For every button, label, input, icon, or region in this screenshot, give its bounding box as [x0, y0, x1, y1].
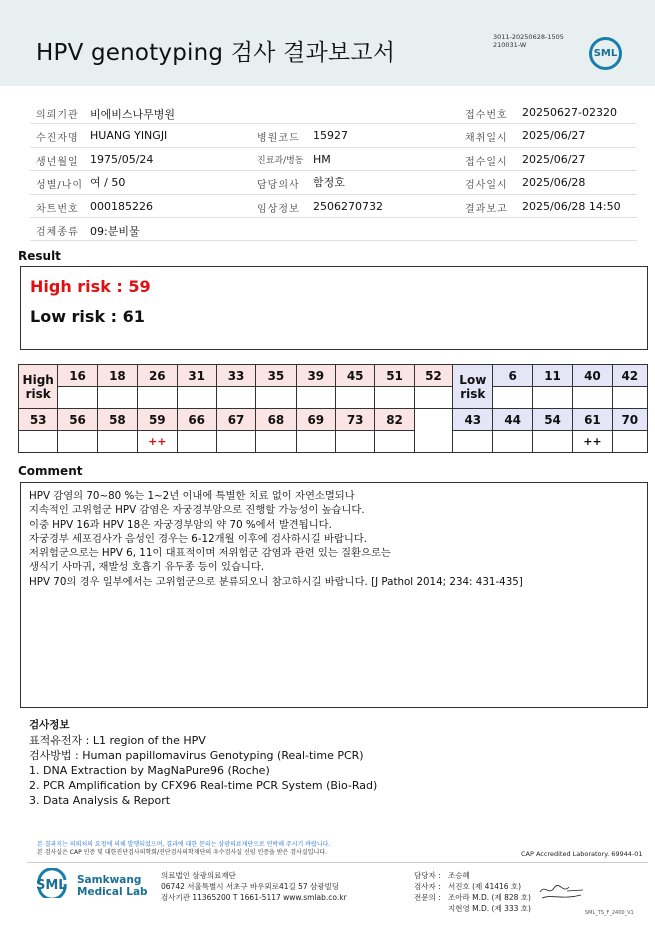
info-value: HUANG YINGJI	[90, 129, 168, 143]
result-heading: Result	[18, 249, 61, 263]
genotype-cell: 67	[216, 409, 255, 431]
report-header	[0, 0, 655, 86]
result-cell	[19, 431, 58, 453]
info-label: 검체종류	[36, 226, 79, 238]
result-cell	[493, 387, 532, 409]
result-cell	[612, 387, 647, 409]
result-cell	[256, 431, 296, 453]
high-risk-label	[19, 365, 58, 409]
info-label: 성별/나이	[36, 180, 84, 192]
genotype-result-row	[19, 387, 648, 409]
genotype-cell: 43	[453, 409, 493, 431]
genotype-cell: 73	[336, 409, 375, 431]
info-value: HM	[313, 152, 331, 166]
genotype-cell: 53	[19, 409, 58, 431]
genotype-cell: 54	[532, 409, 572, 431]
patient-info-table	[30, 101, 637, 241]
info-label: 생년월일	[36, 156, 79, 168]
result-cell	[296, 431, 335, 453]
genotype-cell: 31	[177, 365, 216, 387]
lab-address	[161, 870, 347, 903]
result-cell	[138, 387, 177, 409]
comment-line: 지속적인 고위험군 HPV 감염은 자궁경부암으로 진행할 가능성이 높습니다.	[29, 504, 365, 517]
report-title: HPV genotyping 검사 결과보고서	[36, 40, 396, 66]
genotype-cell: 40	[573, 365, 612, 387]
label-line: High	[22, 372, 54, 387]
info-label: 채취일시	[465, 133, 508, 145]
result-cell	[216, 387, 255, 409]
footer-notes	[37, 841, 330, 857]
info-row	[30, 148, 637, 171]
label-line: Low	[459, 372, 487, 387]
info-label: 담당의사	[257, 180, 300, 192]
info-value: 1975/05/24	[90, 152, 154, 166]
genotype-cell: 58	[97, 409, 137, 431]
info-label: 검사일시	[465, 180, 508, 192]
info-value: 2025/06/28 14:50	[522, 199, 621, 213]
address-line: 검사기관 11365200 T 1661-5117 www.smlab.co.kr	[161, 893, 347, 902]
staff-name: 서진호 (제 41416 호)	[448, 882, 522, 891]
sml-logo: SML	[589, 37, 622, 70]
genotype-cell: 6	[493, 365, 532, 387]
genotype-cell: 42	[612, 365, 647, 387]
info-value: 000185226	[90, 199, 153, 213]
result-cell	[58, 431, 97, 453]
cap-accreditation: CAP Accredited Laboratory. 69944-01	[521, 850, 643, 858]
staff-role: 담당자 :	[414, 871, 441, 880]
staff-name: 조승혜	[448, 871, 470, 880]
genotype-cell: 68	[256, 409, 296, 431]
genotype-cell: 39	[296, 365, 335, 387]
result-cell	[336, 387, 375, 409]
lab-name-line: Samkwang	[77, 874, 142, 886]
genotype-cell: 45	[336, 365, 375, 387]
info-label: 임상정보	[257, 203, 300, 215]
genotype-cell: 52	[414, 365, 452, 387]
genotype-cell: 51	[375, 365, 414, 387]
result-cell	[375, 431, 414, 453]
high-risk-result: High risk : 59	[30, 277, 151, 296]
result-box	[20, 266, 648, 350]
info-value: 여 / 50	[90, 176, 126, 190]
info-value: 2506270732	[313, 199, 383, 213]
genotype-row	[19, 365, 648, 387]
footer-divider	[27, 862, 648, 863]
info-value: 2025/06/27	[522, 152, 586, 166]
result-cell	[97, 431, 137, 453]
comment-line: 자궁경부 세포검사가 음성인 경우는 6-12개월 이후에 검사하시길 바랍니다.	[29, 532, 368, 545]
info-value: 함정호	[313, 176, 345, 190]
genotype-cell: 66	[177, 409, 216, 431]
empty-cell	[414, 409, 452, 453]
test-info-line: 3. Data Analysis & Report	[29, 794, 171, 807]
form-code: SML_TS_F_2400_V1	[585, 910, 634, 916]
positive-mark-61: ++	[573, 431, 612, 453]
staff-role: 전문의 :	[414, 893, 441, 902]
comment-line: 이중 HPV 16과 HPV 18은 자궁경부암의 약 70 %에서 발견됩니다.	[29, 518, 332, 531]
result-cell	[177, 387, 216, 409]
footer-logo-text: SML	[36, 878, 67, 893]
genotype-cell: 70	[612, 409, 647, 431]
info-row	[30, 218, 637, 241]
low-risk-label	[453, 365, 493, 409]
genotype-table	[18, 364, 648, 453]
info-value: 2025/06/27	[522, 129, 586, 143]
genotype-row	[19, 409, 648, 431]
info-row	[30, 124, 637, 147]
info-label: 의뢰기관	[36, 110, 79, 121]
info-label: 병원코드	[257, 133, 300, 145]
positive-mark-59: ++	[138, 431, 177, 453]
genotype-cell: 56	[58, 409, 97, 431]
test-info-line: 표적유전자 : L1 region of the HPV	[29, 734, 206, 747]
comment-line: 저위험군으로는 HPV 6, 11이 대표적이며 저위험군 감염과 관련 있는 질환으로는	[29, 547, 391, 560]
genotype-cell: 44	[493, 409, 532, 431]
genotype-cell: 33	[216, 365, 255, 387]
report-code-line: 3011-20250628-1505	[493, 33, 564, 41]
lab-name-line: Medical Lab	[77, 886, 148, 898]
result-cell	[216, 431, 255, 453]
info-label: 진료과/병동	[257, 155, 304, 166]
report-code-line: 210031-W	[493, 41, 527, 49]
result-cell	[573, 387, 612, 409]
result-cell	[493, 431, 532, 453]
staff-name: 조아라 M.D. (제 828 호)	[448, 893, 531, 902]
comment-box	[20, 482, 648, 708]
info-value: 15927	[313, 129, 348, 143]
test-info	[29, 718, 377, 808]
info-row	[30, 171, 637, 194]
address-line: 06742 서울특별시 서초구 바우뫼로41길 57 삼광빌딩	[161, 882, 340, 891]
test-info-title: 검사정보	[29, 719, 70, 731]
genotype-cell: 82	[375, 409, 414, 431]
info-label: 접수일시	[465, 156, 508, 168]
info-label: 접수번호	[465, 110, 508, 121]
info-value: 20250627-02320	[522, 106, 617, 119]
info-value: 09:분비물	[90, 224, 140, 238]
info-label: 결과보고	[465, 203, 508, 215]
result-cell	[336, 431, 375, 453]
info-row	[30, 195, 637, 218]
comment-line: HPV 70의 경우 일부에서는 고위험군으로 분류되오니 참고하시길 바랍니다. [J Pathol 2014; 234: 431-435]	[29, 575, 523, 588]
label-line: risk	[25, 386, 51, 401]
staff-name: 지현영 M.D. (제 333 호)	[448, 904, 531, 913]
info-row	[30, 101, 637, 124]
info-value: 2025/06/28	[522, 176, 586, 190]
staff-list	[414, 870, 531, 914]
test-info-line: 2. PCR Amplification by CFX96 Real-time PCR System (Bio-Rad)	[29, 779, 378, 792]
result-cell	[296, 387, 335, 409]
genotype-cell: 61	[573, 409, 612, 431]
lab-name	[77, 874, 148, 898]
result-cell	[532, 431, 572, 453]
result-cell	[612, 431, 647, 453]
address-line: 의료법인 삼광의료재단	[161, 871, 236, 880]
result-cell	[97, 387, 137, 409]
genotype-cell: 16	[58, 365, 97, 387]
info-value: 비에비스나무병원	[90, 108, 176, 121]
test-info-line: 검사방법 : Human papillomavirus Genotyping (Real-time PCR)	[29, 749, 364, 762]
test-info-line: 1. DNA Extraction by MagNaPure96 (Roche)	[29, 764, 270, 777]
result-cell	[414, 387, 452, 409]
genotype-result-row	[19, 431, 648, 453]
result-cell	[453, 431, 493, 453]
report-code	[493, 33, 564, 49]
comment-heading: Comment	[18, 464, 83, 478]
label-line: risk	[460, 386, 486, 401]
signature-icon	[537, 882, 587, 904]
genotype-cell: 18	[97, 365, 137, 387]
result-cell	[58, 387, 97, 409]
staff-role: 검사자 :	[414, 882, 441, 891]
result-cell	[256, 387, 296, 409]
comment-line: HPV 감염의 70~80 %는 1~2년 이내에 특별한 치료 없이 자연소멸되나	[29, 490, 355, 502]
result-cell	[375, 387, 414, 409]
comment-line: 생식기 사마귀, 재발성 호흡기 유두종 등이 있습니다.	[29, 561, 265, 574]
genotype-cell: 35	[256, 365, 296, 387]
info-label: 차트번호	[36, 203, 79, 215]
footer-note: 본 검사실은 CAP 인증 및 대한진단검사의학회/진단검사의학재단의 우수검사실 신임 인증을 받은 검사실입니다.	[37, 849, 327, 856]
genotype-cell: 26	[138, 365, 177, 387]
genotype-cell: 59	[138, 409, 177, 431]
info-label: 수진자명	[36, 133, 79, 145]
footer-note: 본 결과지는 의뢰처의 요청에 의해 발행되었으며, 결과에 대한 문의는 삼광의료재단으로 연락해 주시기 바랍니다.	[37, 841, 331, 848]
low-risk-result: Low risk : 61	[30, 307, 145, 326]
genotype-cell: 11	[532, 365, 572, 387]
result-cell	[177, 431, 216, 453]
result-cell	[532, 387, 572, 409]
genotype-cell: 69	[296, 409, 335, 431]
